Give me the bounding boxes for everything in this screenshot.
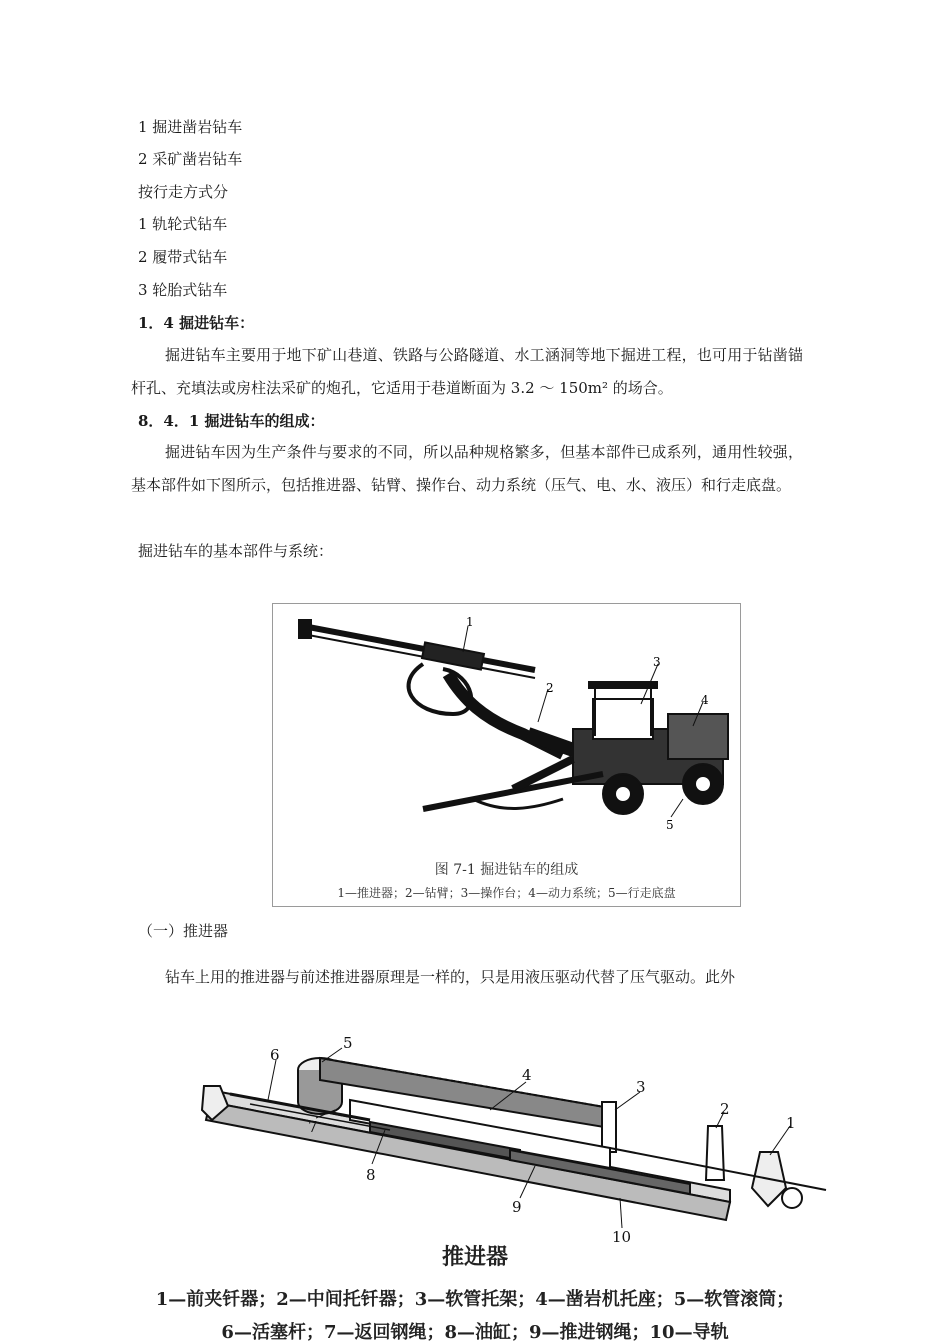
feeder-label-8: 8 [366, 1166, 376, 1184]
feeder-label-5: 5 [343, 1034, 353, 1052]
feeder-legend-line-1: 1—前夹钎器；2—中间托钎器；3—软管托架；4—凿岩机托座；5—软管滚筒； [155, 1289, 795, 1310]
feeder-figure-title: 推进器 [441, 1244, 508, 1270]
section-8-4-1-intro: 掘进钻车的基本部件与系统： [138, 542, 334, 560]
feeder-label-4: 4 [522, 1066, 532, 1084]
subsection-feeder-body: 钻车上用的推进器与前述推进器原理是一样的，只是用液压驱动代替了压气驱动。此外 [165, 968, 736, 986]
section-heading-8-4-1: 8．4．1 掘进钻车的组成： [138, 412, 325, 430]
feeder-label-1: 1 [786, 1114, 796, 1132]
list-item-mining-jumbo: 2 采矿凿岩钻车 [138, 150, 243, 168]
feeder-label-10: 10 [612, 1228, 632, 1245]
jumbo-illustration [273, 604, 740, 854]
list-item-rail-jumbo: 1 轨轮式钻车 [138, 215, 228, 233]
feeder-label-7: 7 [308, 1118, 318, 1136]
list-item-crawler-jumbo: 2 履带式钻车 [138, 248, 228, 266]
feeder-label-3: 3 [636, 1078, 646, 1096]
feeder-label-2: 2 [720, 1100, 730, 1118]
feeder-label-9: 9 [512, 1198, 522, 1216]
feeder-legend-line-2: 6—活塞杆；7—返回钢绳；8—油缸；9—推进钢绳；10—导轨 [221, 1322, 729, 1343]
figure1-label-4: 4 [701, 693, 709, 707]
feeder-label-6: 6 [270, 1046, 280, 1064]
list-item-tire-jumbo: 3 轮胎式钻车 [138, 281, 228, 299]
section-heading-1-4: 1．4 掘进钻车： [138, 314, 255, 332]
figure1-label-3: 3 [653, 655, 661, 669]
figure1-label-2: 2 [546, 681, 554, 695]
figure-jumbo-composition [272, 603, 741, 907]
section-8-4-1-body: 掘进钻车因为生产条件与要求的不同，所以品种规格繁多，但基本部件已成系列，通用性较强，基本部件如下图所示，包括推进器、钻臂、操作台、动力系统（压气、电、水、液压）和行走底盘。 [131, 443, 803, 494]
list-item-drifting-jumbo: 1 掘进凿岩钻车 [138, 118, 243, 136]
section-1-4-body: 掘进钻车主要用于地下矿山巷道、铁路与公路隧道、水工涵洞等地下掘进工程，也可用于钻凿锚杆孔、充填法或房柱法采矿的炮孔，它适用于巷道断面为 3.2 ～ 150m² 的场合。 [131, 346, 803, 397]
figure1-legend: 1—推进器；2—钻臂；3—操作台；4—动力系统；5—行走底盘 [337, 886, 676, 900]
figure1-label-1: 1 [466, 615, 474, 629]
feeder-diagram [190, 1030, 830, 1245]
list-heading-travel-mode: 按行走方式分 [138, 183, 229, 201]
figure1-label-5: 5 [666, 818, 674, 832]
subsection-heading-feeder: （一）推进器 [138, 922, 229, 940]
figure1-caption: 图 7-1 掘进钻车的组成 [434, 862, 579, 878]
